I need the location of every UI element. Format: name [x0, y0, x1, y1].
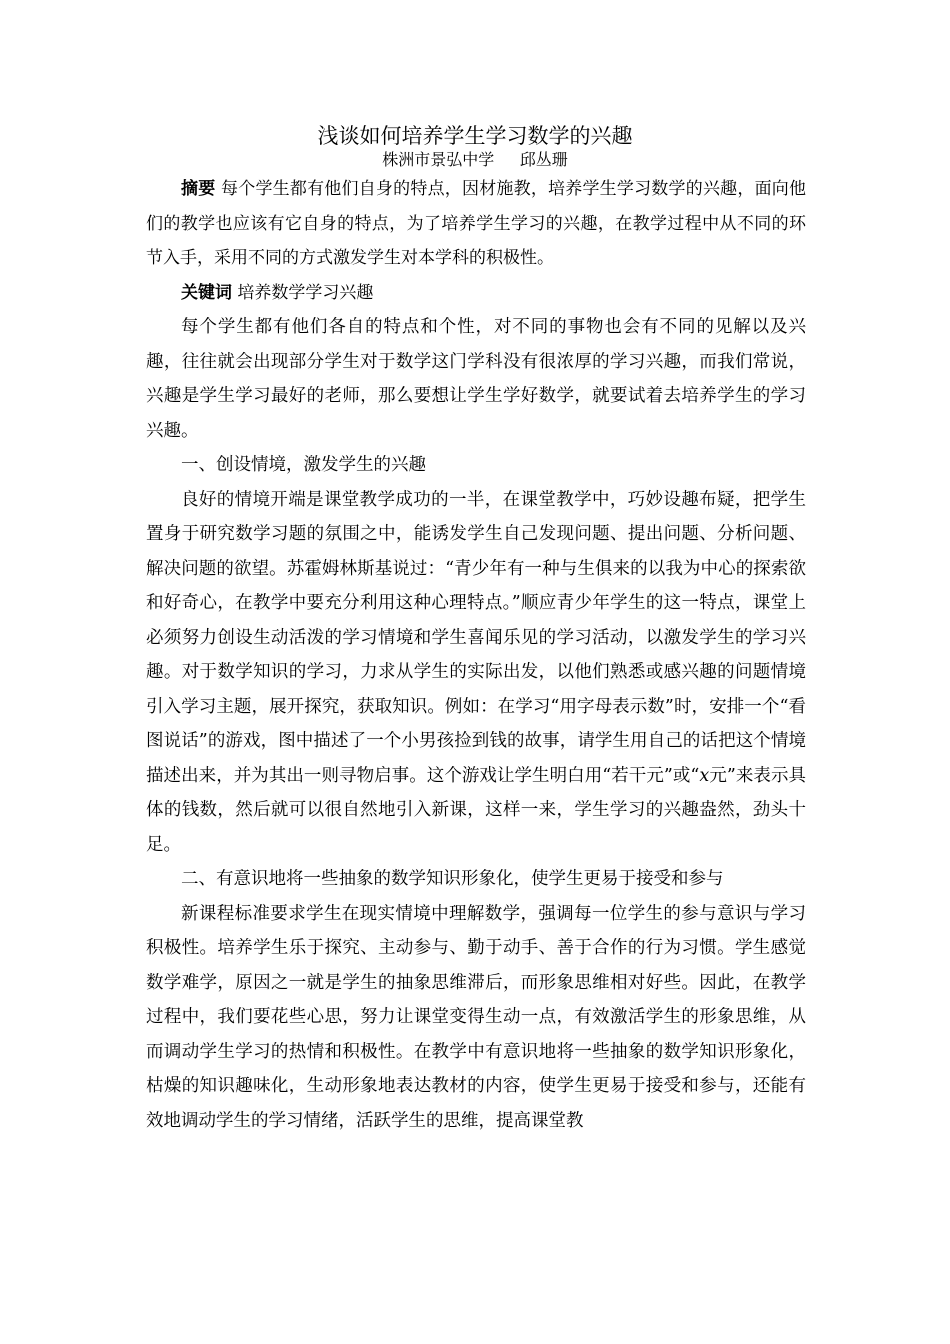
keywords-text: 培养数学学习兴趣: [232, 282, 374, 303]
abstract-text: 每个学生都有他们自身的特点，因材施教，培养学生学习数学的兴趣，面向他们的教学也应该有它自身的特点，为了培养学生学习的兴趣，在教学过程中从不同的环节入手，采用不同的方式激发学生对本学科的积极性。: [146, 179, 806, 268]
section-1-text-after: 元”来表示具体的钱数，然后就可以很自然地引入新课，这样一来，学生学习的兴趣盎然，劲头十足。: [146, 765, 807, 855]
abstract-label: 摘要: [181, 179, 216, 199]
section-1-paragraph: [146, 483, 806, 863]
document-body: [146, 172, 806, 1138]
section-1-text-before: 良好的情境开端是课堂教学成功的一半，在课堂教学中，巧妙设趣布疑，把学生置身于研究数学习题的氛围之中，能诱发学生自己发现问题、提出问题、分析问题、解决问题的欲望。苏霍姆林斯基说过：“青少年有一种与生俱来的以我为中心的探索欲和好奇心，在教学中要充分利用这种心理特点。”顺应青少年学生的这一特点，课堂上必须努力创设生动活泼的学习情境和学生喜闻乐见的学习活动，以激发学生的学习兴趣。对于数学知识的学习，力求从学生的实际出发，以他们熟悉或感兴趣的问题情境引入学习主题，展开探究，获取知识。例如：在学习“用字母表示数”时，安排一个“看图说话”的游戏，图中描述了一个小男孩捡到钱的故事，请学生用自己的话把这个情境描述出来，并为其出一则寻物启事。这个游戏让学生明白用“若干元”或“: [146, 489, 806, 786]
abstract-paragraph: [146, 172, 806, 276]
section-heading-1: 一、创设情境，激发学生的兴趣: [181, 455, 426, 475]
author-byline: 株洲市景弘中学 邱丛珊: [382, 150, 568, 169]
intro-paragraph: 每个学生都有他们各自的特点和个性，对不同的事物也会有不同的见解以及兴趣，往往就会出现部分学生对于数学这门学科没有很浓厚的学习兴趣，而我们常说，兴趣是学生学习最好的老师，那么要想让学生学好数学，就要试着去培养学生的学习兴趣。: [146, 317, 806, 441]
keywords-paragraph: [146, 276, 806, 311]
keywords-label: 关键词: [181, 282, 232, 303]
section-2-paragraph: 新课程标准要求学生在现实情境中理解数学，强调每一位学生的参与意识与学习积极性。培养学生乐于探究、主动参与、勤于动手、善于合作的行为习惯。学生感觉数学难学，原因之一就是学生的抽象思维滞后，而形象思维相对好些。因此，在教学过程中，我们要花些心思，努力让课堂变得生动一点，有效激活学生的形象思维，从而调动学生学习的热情和积极性。在教学中有意识地将一些抽象的数学知识形象化，枯燥的知识趣味化，生动形象地表达教材的内容，使学生更易于接受和参与，还能有效地调动学生的学习情绪，活跃学生的思维，提高课堂教: [146, 903, 806, 1131]
variable-x: x: [699, 765, 710, 786]
document-title: 浅谈如何培养学生学习数学的兴趣: [317, 124, 633, 148]
section-heading-2: 二、有意识地将一些抽象的数学知识形象化，使学生更易于接受和参与: [181, 869, 724, 889]
